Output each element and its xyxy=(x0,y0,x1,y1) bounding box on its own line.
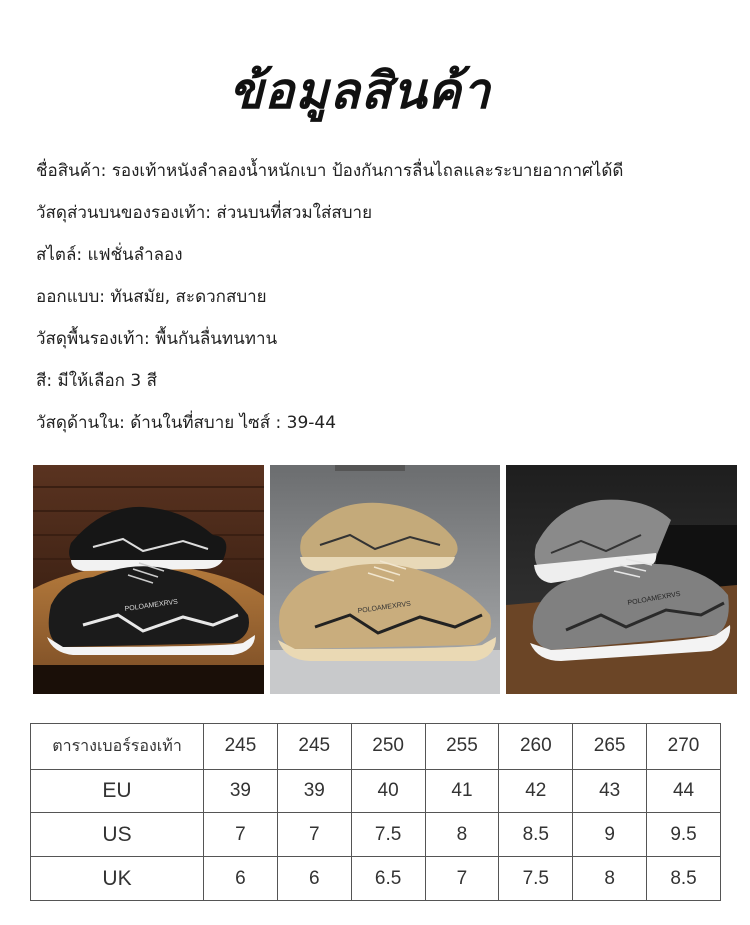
size-chart-header-row xyxy=(31,724,721,770)
black-shoe-brand-label: POLOAMEXRVS xyxy=(124,598,179,613)
table-cell: 40 xyxy=(351,769,425,813)
table-cell: 39 xyxy=(277,769,351,813)
product-photos xyxy=(33,465,737,694)
table-cell: 8 xyxy=(425,813,499,857)
product-specs xyxy=(36,156,726,450)
row-label-uk: UK xyxy=(31,857,204,901)
table-cell: 42 xyxy=(499,769,573,813)
table-cell: 9.5 xyxy=(647,813,721,857)
table-cell: 6 xyxy=(277,857,351,901)
table-cell: 7 xyxy=(204,813,278,857)
size-column-3: 250 xyxy=(351,724,425,770)
table-cell: 8 xyxy=(573,857,647,901)
spec-design: ออกแบบ: ทันสมัย, สะดวกสบาย xyxy=(36,287,267,307)
size-column-4: 255 xyxy=(425,724,499,770)
size-row-uk xyxy=(31,857,721,901)
table-cell: 6.5 xyxy=(351,857,425,901)
table-cell: 7.5 xyxy=(499,857,573,901)
table-cell: 43 xyxy=(573,769,647,813)
size-column-5: 260 xyxy=(499,724,573,770)
table-cell: 6 xyxy=(204,857,278,901)
table-cell: 39 xyxy=(204,769,278,813)
spec-colors: สี: มีให้เลือก 3 สี xyxy=(36,371,157,391)
khaki-shoe-brand-label: POLOAMEXRVS xyxy=(357,600,412,615)
size-row-eu xyxy=(31,769,721,813)
size-chart-table xyxy=(30,723,721,901)
grey-shoe-brand-label: POLOAMEXRVS xyxy=(627,590,682,607)
spec-upper-material: วัสดุส่วนบนของรองเท้า: ส่วนบนที่สวมใส่สบาย xyxy=(36,203,373,223)
row-label-us: US xyxy=(31,813,204,857)
table-cell: 7 xyxy=(425,857,499,901)
table-cell: 41 xyxy=(425,769,499,813)
size-row-us xyxy=(31,813,721,857)
table-cell: 9 xyxy=(573,813,647,857)
photo-khaki-shoes xyxy=(270,465,500,694)
spec-style: สไตล์: แฟชั่นลำลอง xyxy=(36,245,183,265)
size-column-1: 245 xyxy=(204,724,278,770)
size-column-6: 265 xyxy=(573,724,647,770)
table-cell: 8.5 xyxy=(647,857,721,901)
size-column-2: 245 xyxy=(277,724,351,770)
photo-black-shoes xyxy=(33,465,264,694)
row-label-eu: EU xyxy=(31,769,204,813)
table-cell: 44 xyxy=(647,769,721,813)
spec-sole-material: วัสดุพื้นรองเท้า: พื้นกันลื่นทนทาน xyxy=(36,329,278,349)
size-chart-header: ตารางเบอร์รองเท้า xyxy=(31,724,204,770)
table-cell: 7 xyxy=(277,813,351,857)
photo-grey-shoes xyxy=(506,465,737,694)
table-cell: 8.5 xyxy=(499,813,573,857)
spec-product-name: ชื่อสินค้า: รองเท้าหนังลำลองน้ำหนักเบา ป้องกันการลื่นไถลและระบายอากาศได้ดี xyxy=(36,161,624,181)
table-cell: 7.5 xyxy=(351,813,425,857)
page-title: ข้อมูลสินค้า xyxy=(228,62,492,120)
size-column-7: 270 xyxy=(647,724,721,770)
spec-lining-size: วัสดุด้านใน: ด้านในที่สบาย ไซส์ : 39-44 xyxy=(36,413,337,433)
